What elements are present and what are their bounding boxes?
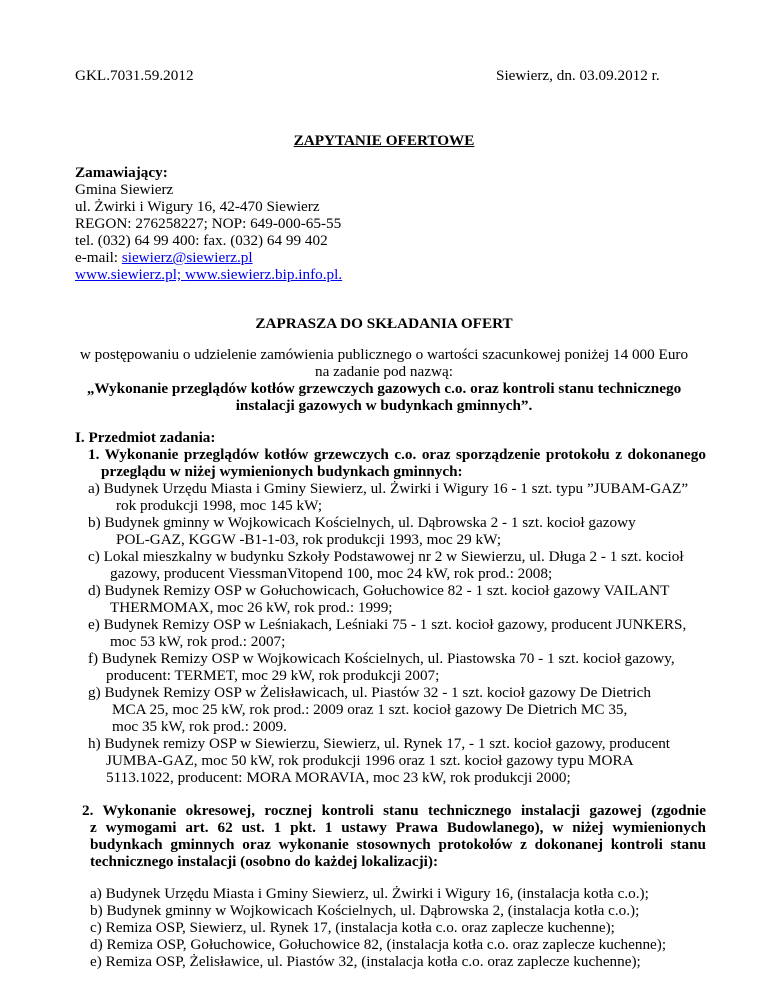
list-item-g-line-2: MCA 25, moc 25 kW, rok prod.: 2009 oraz 1 szt. kocioł gazowy De Dietrich MC 35, [112, 701, 628, 718]
list-item-a-line-2: rok produkcji 1998, moc 145 kW; [116, 497, 323, 514]
list-item-e-line-2: moc 53 kW, rok prod.: 2007; [110, 633, 286, 650]
intro-line-2: na zadanie pod nazwą: [315, 363, 453, 380]
list-item-b-line-2: POL-GAZ, KGGW -B1-1-03, rok produkcji 1993, moc 29 kW; [116, 531, 502, 548]
list-item-g-line-3: moc 35 kW, rok prod.: 2009. [112, 718, 287, 735]
list-item-c-line-2: gazowy, producent ViessmanVitopend 100, moc 24 kW, rok prod.: 2008; [110, 565, 553, 582]
point1-line-1: 1. Wykonanie przeglądów kotłów grzewczych c.o. oraz sporządzenie protokołu z dokonanego [88, 446, 706, 463]
point2-line-3: budynkach gminnych oraz wykonanie stosownych protokołów z dokonanej kontroli stanu [90, 836, 706, 853]
list-item-2a: a) Budynek Urzędu Miasta i Gminy Siewierz, ul. Żwirki i Wigury 16, (instalacja kotła c.o.); [90, 885, 649, 902]
list-item-2d: d) Remiza OSP, Gołuchowice, Gołuchowice 82, (instalacja kotła c.o. oraz zaplecze kuchenne); [90, 936, 667, 953]
list-item-2c: c) Remiza OSP, Siewierz, ul. Rynek 17, (instalacja kotła c.o. oraz zaplecze kuchenne); [90, 919, 615, 936]
intro-line-1: w postępowaniu o udzielenie zamówienia publicznego o wartości szacunkowej poniżej 14 000 Euro [79, 346, 689, 363]
email-link[interactable]: siewierz@siewierz.pl [121, 249, 253, 266]
place-date: Siewierz, dn. 03.09.2012 r. [496, 67, 660, 84]
point1-line-2: przeglądu w niżej wymienionych budynkach gminnych: [101, 463, 463, 480]
contracting-name: Gmina Siewierz [75, 181, 174, 198]
point2-line-2: z wymogami art. 62 ust. 1 pkt. 1 ustawy Prawa Budowlanego), w niżej wymienionych [90, 819, 706, 836]
list-item-2e: e) Remiza OSP, Żelisławice, ul. Piastów 32, (instalacja kotła c.o. oraz zaplecze kuchenne); [90, 953, 641, 970]
list-item-h-line-1: h) Budynek remizy OSP w Siewierzu, Siewierz, ul. Rynek 17, - 1 szt. kocioł gazowy, producent [88, 735, 671, 752]
section-heading: I. Przedmiot zadania: [75, 429, 216, 446]
list-item-h-line-3: 5113.1022, producent: MORA MORAVIA, moc 23 kW, rok produkcji 2000; [106, 769, 571, 786]
list-item-e-line-1: e) Budynek Remizy OSP w Leśniakach, Leśniaki 75 - 1 szt. kocioł gazowy, producent JUNKERS, [88, 616, 687, 633]
list-item-d-line-2: THERMOMAX, moc 26 kW, rok prod.: 1999; [110, 599, 393, 616]
list-item-g-line-1: g) Budynek Remizy OSP w Żelisławicach, ul. Piastów 32 - 1 szt. kocioł gazowy De Dietrich [88, 684, 651, 701]
website-link[interactable]: www.siewierz.pl; www.siewierz.bip.info.pl. [75, 266, 343, 283]
list-item-2b: b) Budynek gminny w Wojkowicach Kościelnych, ul. Dąbrowska 2, (instalacja kotła c.o.); [90, 902, 640, 919]
email-prefix: e-mail: [75, 249, 122, 266]
list-item-h-line-2: JUMBA-GAZ, moc 50 kW, rok produkcji 1996 oraz 1 szt. kocioł gazowy typu MORA [106, 752, 634, 769]
list-item-b-line-1: b) Budynek gminny w Wojkowicach Kościelnych, ul. Dąbrowska 2 - 1 szt. kocioł gazowy [88, 514, 636, 531]
task-name-line-2: instalacji gazowych w budynkach gminnych”. [235, 397, 533, 414]
task-name-line-1: „Wykonanie przeglądów kotłów grzewczych gazowych c.o. oraz kontroli stanu technicznego [86, 380, 682, 397]
point2-line-1: 2. Wykonanie okresowej, rocznej kontroli stanu technicznego instalacji gazowej (zgodnie [82, 802, 706, 819]
list-item-f-line-2: producent: TERMET, moc 29 kW, rok produkcji 2007; [106, 667, 440, 684]
contracting-phone: tel. (032) 64 99 400: fax. (032) 64 99 402 [75, 232, 328, 249]
list-item-a-line-1: a) Budynek Urzędu Miasta i Gminy Siewierz, ul. Żwirki i Wigury 16 - 1 szt. typu ”JUBAM-GAZ” [88, 480, 689, 497]
document-title: ZAPYTANIE OFERTOWE [293, 132, 475, 149]
point2-line-4: technicznego instalacji (osobno do każdej lokalizacji): [90, 853, 439, 870]
list-item-f-line-1: f) Budynek Remizy OSP w Wojkowicach Kościelnych, ul. Piastowska 70 - 1 szt. kocioł gazowy, [88, 650, 675, 667]
contracting-regon: REGON: 276258227; NOP: 649-000-65-55 [75, 215, 342, 232]
reference-number: GKL.7031.59.2012 [75, 67, 194, 84]
contracting-address: ul. Żwirki i Wigury 16, 42-470 Siewierz [75, 198, 320, 215]
invite-heading: ZAPRASZA DO SKŁADANIA OFERT [255, 315, 513, 332]
contracting-email-line [75, 249, 253, 267]
list-item-d-line-1: d) Budynek Remizy OSP w Gołuchowicach, Gołuchowice 82 - 1 szt. kocioł gazowy VAILANT [88, 582, 670, 599]
list-item-c-line-1: c) Lokal mieszkalny w budynku Szkoły Podstawowej nr 2 w Siewierzu, ul. Długa 2 - 1 szt. kocioł [88, 548, 684, 565]
contracting-label: Zamawiający: [75, 164, 168, 181]
